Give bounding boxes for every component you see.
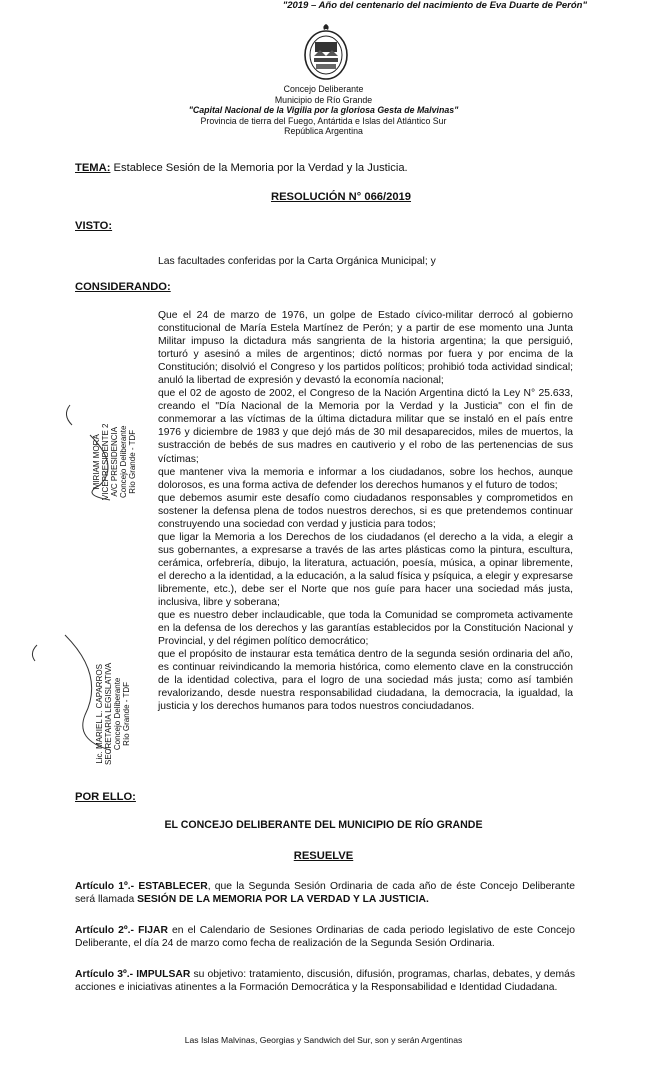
footer-slogan: Las Islas Malvinas, Georgias y Sandwich del Sur, son y serán Argentinas (184, 1035, 463, 1045)
considerando-heading: CONSIDERANDO: (75, 281, 171, 293)
article-1 (75, 880, 575, 906)
considerando-paragraph: que ligar la Memoria a los Derechos de los ciudadanos (el derecho a la vida, a elegir a sus gobernantes, a expresarse a través de las artes plásticas como la pintura, escultura, cerámica, orfebrería, dibujo, la literatura, actuación, poesía, música, a opinar libremente, el derecho a la identidad, a la educación, a la salud física y psíquica, a elegir y expresarse libremente, etc.), debe ser el Norte que nos guíe para hacer una sociedad más justa, inclusiva, libre y soberana; (158, 531, 573, 609)
stamp-line: VICEPRESIDENTE 2 (101, 423, 110, 500)
header-line: Municipio de Río Grande (274, 94, 373, 105)
visto-text: Las facultades conferidas por la Carta Orgánica Municipal; y (158, 256, 436, 267)
council-statement: EL CONCEJO DELIBERANTE DEL MUNICIPIO DE RÍO GRANDE (164, 819, 483, 831)
header-line: República Argentina (284, 126, 363, 137)
subject-label: TEMA: (75, 162, 111, 174)
header-motto: "Capital Nacional de la Vigilia por la gloriosa Gesta de Malvinas" (188, 105, 459, 116)
stamp-line: A/C PRESIDENCIA (110, 426, 119, 497)
stamp-line: Concejo Deliberante (113, 677, 122, 751)
article-label: Artículo 3º.- (75, 969, 134, 980)
resolution-number: RESOLUCIÓN N° 066/2019 (270, 191, 412, 203)
considerando-body (158, 309, 573, 713)
article-emphasis: SESIÓN DE LA MEMORIA POR LA VERDAD Y LA JUSTICIA. (137, 894, 429, 906)
considerando-paragraph: que mantener viva la memoria e informar a los ciudadanos, sobre los hechos, aunque dolorosos, es una forma activa de defender los derechos humanos y el futuro de todos; (158, 466, 573, 491)
handwritten-signature-1 (60, 395, 130, 505)
resolution-number-wrap (0, 191, 647, 203)
por-ello-heading: POR ELLO: (75, 791, 136, 803)
article-text: en el Calendario de Sesiones Ordinarias de cada periodo legislativo de este Concejo Deliberante, el día 24 de marzo como fecha de realización de la Segunda Sesión Ordinaria. (75, 925, 575, 950)
stamp-line: Concejo Deliberante (119, 425, 128, 499)
article-verb: ESTABLECER (138, 881, 208, 892)
article-label: Artículo 1º.- (75, 881, 135, 892)
article-text: , que la Segunda Sesión Ordinaria de cada año de éste Concejo Deliberante será llamada (75, 881, 575, 906)
header-line: Concejo Deliberante (283, 84, 364, 94)
subject-line (75, 162, 408, 174)
article-verb: IMPULSAR (136, 969, 191, 980)
year-note: "2019 – Año del centenario del nacimiento de Eva Duarte de Perón" (282, 0, 587, 11)
considerando-paragraph: que el 02 de agosto de 2002, el Congreso de la Nación Argentina dictó la Ley N° 25.633, creando el "Día Nacional de la Memoria por la Verdad y la Justicia" con el fin de conmemorar a las víctimas de la última dictadura militar que se instaló en el país entre 1976 y diciembre de 1983 y que dejó más de 30 mil desaparecidos, miles de muertos, la sustracción de bebés de sus madres en cautiverio y el robo de las pertenencias de sus víctimas; (158, 388, 573, 465)
stamp-line: MIRIAM MORA (92, 434, 101, 490)
stamp-line: Lic. MARIEL L. CAPARROS (95, 664, 104, 764)
stamp-line: Río Grande - TDF (128, 429, 137, 494)
considerando-paragraph: que el propósito de instaurar esta temática dentro de la segunda sesión ordinaria del año, es continuar reivindicando la memoria histórica, como elemento clave en la construcción de la identidad colectiva, para el logro de una sociedad más justa; como así también revalorizando, desde nuestra responsabilidad ciudadana, la democracia, la igualdad, la justicia y los derechos humanos para todos nuestros conciudadanos. (158, 649, 573, 713)
visto-heading: VISTO: (75, 220, 113, 232)
stamp-line: Río Grande - TDF (122, 681, 131, 746)
stamp-line: SECRETARIA LEGISLATIVA (104, 662, 113, 765)
header-line: Provincia de tierra del Fuego, Antártida e Islas del Atlántico Sur (200, 115, 447, 126)
resuelve-heading: RESUELVE (293, 850, 354, 862)
article-3 (75, 968, 575, 994)
article-label: Artículo 2º.- (75, 925, 134, 936)
municipal-crest-logo (302, 20, 350, 82)
considerando-paragraph: Que el 24 de marzo de 1976, un golpe de Estado cívico-militar derrocó al gobierno constitucional de María Estela Martínez de Perón; y a partir de ese momento una Junta Militar impuso la dictadura más sangrienta de la historia argentina; la que persiguió, torturó y asesinó a miles de argentinos; dictó normas por fuera y por encima de la Constitución; disolvió el Congreso y los partidos políticos; prohibió toda actividad sindical; anuló la libertad de expresión y devastó la economía nacional; (158, 310, 573, 387)
institution-header (0, 84, 647, 137)
subject-text: Establece Sesión de la Memoria por la Verdad y la Justicia. (113, 162, 408, 174)
considerando-paragraph: que es nuestro deber inclaudicable, que toda la Comunidad se comprometa activamente en la defensa de los derechos y las garantías establecidos por la Constitución Nacional y Provincial, y del régimen político democrático; (158, 610, 573, 648)
article-verb: FIJAR (138, 925, 168, 936)
article-text: su objetivo: tratamiento, discusión, difusión, programas, charlas, debates, y demás acciones e iniciativas atinentes a la Formación Democrática y la Responsabilidad e Identidad Ciudadana. (75, 969, 575, 994)
article-2 (75, 924, 575, 950)
handwritten-signature-2 (25, 615, 125, 755)
considerando-paragraph: que debemos asumir este desafío como ciudadanos responsables y comprometidos en sostener la defensa plena de todos nuestros derechos, si es que pretendemos continuar construyendo una sociedad con verdad y justicia para todos; (158, 492, 573, 530)
